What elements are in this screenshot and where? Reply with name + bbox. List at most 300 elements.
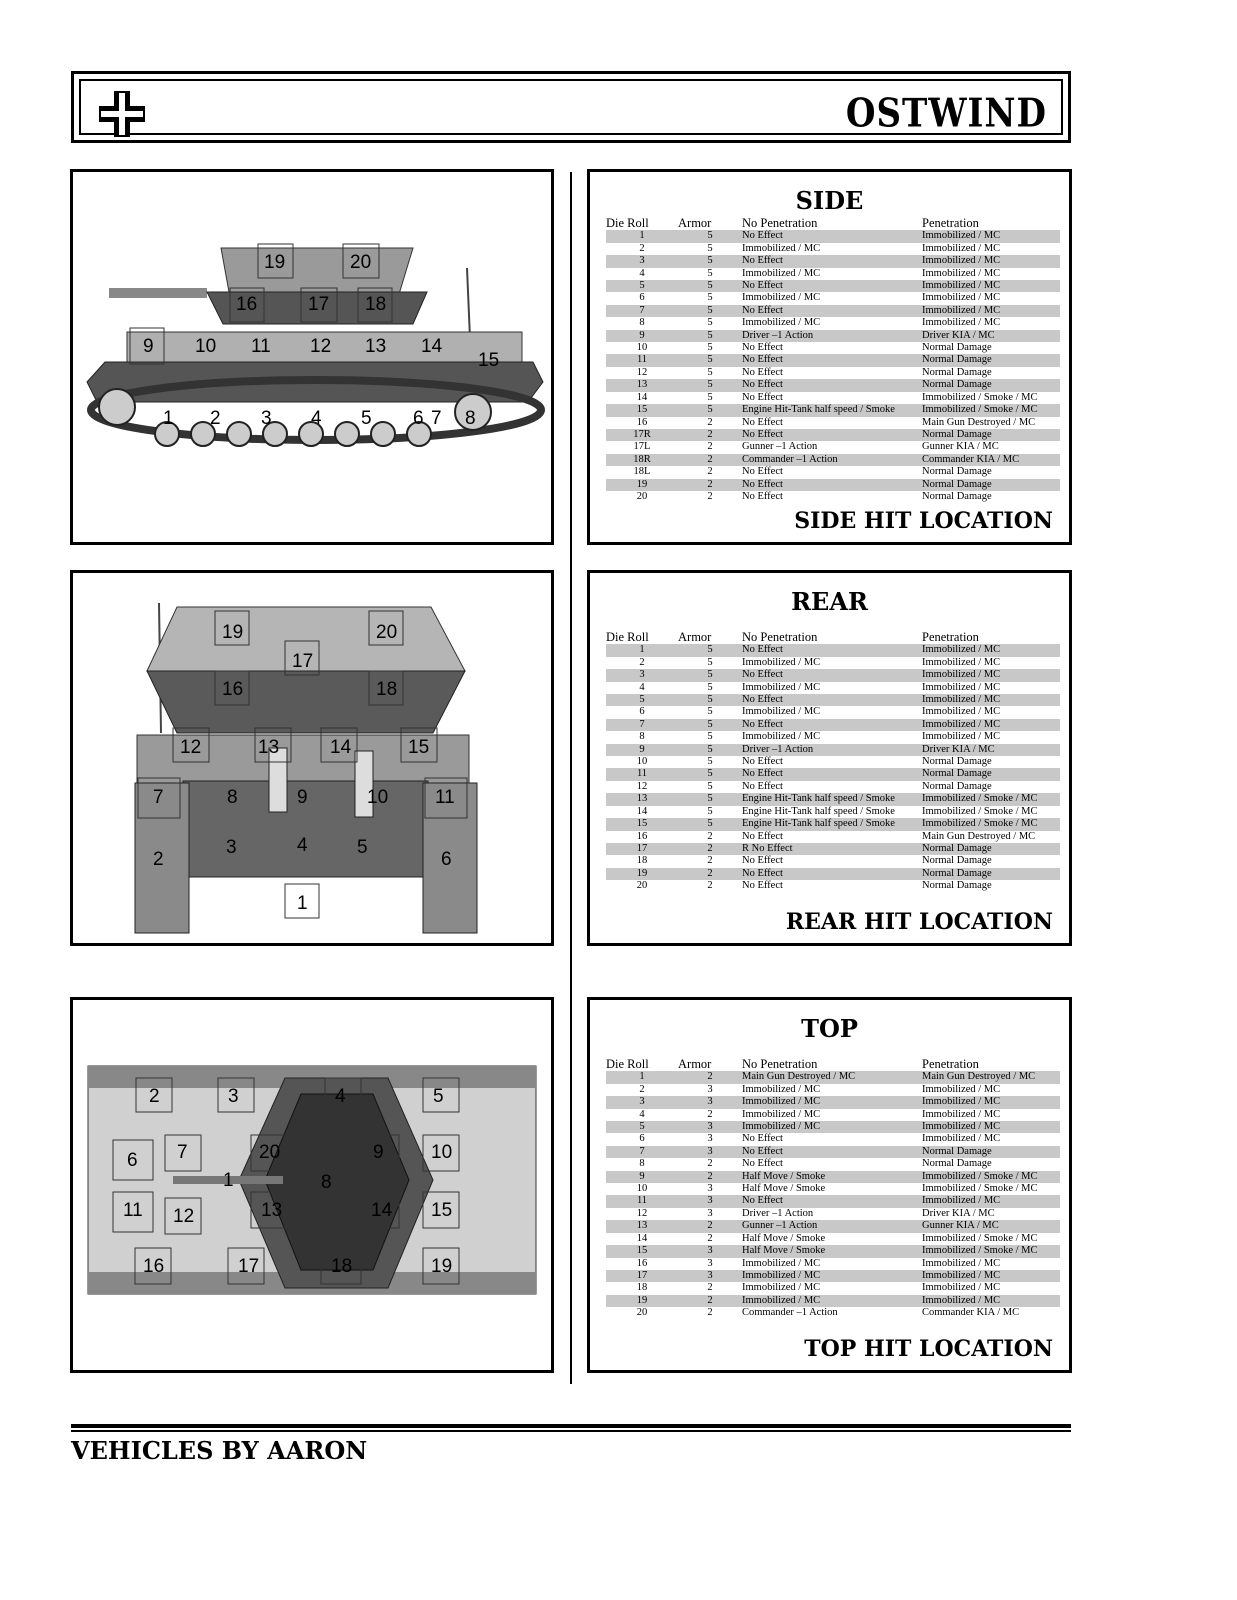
svg-text:1: 1 [297, 893, 308, 914]
side-table-title: SIDE [795, 186, 864, 215]
no-penetration-cell: Main Gun Destroyed / MC [742, 1071, 922, 1083]
penetration-cell: Immobilized / MC [922, 731, 1001, 743]
penetration-cell: Immobilized / Smoke / MC [922, 805, 1038, 817]
no-penetration-cell: Immobilized / MC [742, 1083, 821, 1095]
armor-cell: 3 [707, 1083, 713, 1095]
svg-text:3: 3 [228, 1086, 239, 1107]
table-row [606, 280, 1060, 292]
no-penetration-cell: Immobilized / MC [742, 1282, 821, 1294]
die-roll-cell: 5 [606, 280, 678, 292]
svg-text:18: 18 [376, 679, 398, 700]
penetration-cell: Driver KIA / MC [922, 330, 1060, 342]
table-row [606, 491, 1060, 503]
rear-view-diagram [73, 573, 551, 943]
die-roll-cell: 3 [606, 255, 678, 267]
armor-cell: 2 [707, 1232, 713, 1244]
header-bar [71, 71, 1071, 143]
table-row [606, 781, 1060, 793]
armor-cell: 5 [707, 267, 713, 279]
armor-cell: 5 [678, 644, 742, 656]
die-roll-cell: 7 [606, 305, 678, 317]
no-penetration-cell: Half Move / Smoke [742, 1183, 826, 1195]
vehicle-title: OSTWIND [845, 91, 1047, 137]
table-row [606, 305, 1060, 317]
table-row [606, 756, 1060, 768]
die-roll-cell: 17R [606, 429, 678, 441]
die-roll-cell: 1 [606, 1071, 678, 1083]
no-penetration-cell: Immobilized / MC [742, 267, 821, 279]
col-armor: Armor [678, 1057, 712, 1071]
table-row [606, 880, 1060, 892]
armor-cell: 2 [707, 1282, 713, 1294]
no-penetration-cell: Immobilized / MC [742, 681, 821, 693]
armor-cell: 5 [678, 354, 742, 366]
die-roll-cell: 13 [606, 1220, 678, 1232]
table-row [606, 1121, 1060, 1133]
svg-text:19: 19 [431, 1256, 453, 1277]
table-row [606, 268, 1060, 280]
col-no-penetration: No Penetration [742, 216, 818, 230]
penetration-cell: Main Gun Destroyed / MC [922, 1071, 1060, 1083]
armor-cell: 2 [678, 1295, 742, 1307]
top-diagram-panel [70, 997, 554, 1373]
die-roll-cell: 19 [606, 868, 678, 880]
die-roll-cell: 14 [636, 805, 648, 817]
die-roll-cell: 11 [606, 1195, 678, 1207]
svg-text:20: 20 [259, 1142, 281, 1163]
penetration-cell: Immobilized / MC [922, 1195, 1060, 1207]
table-row [606, 818, 1060, 830]
no-penetration-cell: No Effect [742, 855, 783, 867]
table-row [606, 1158, 1060, 1170]
armor-cell: 2 [678, 479, 742, 491]
svg-text:17: 17 [292, 651, 314, 672]
footer-credit: VEHICLES BY AARON [71, 1436, 368, 1465]
armor-cell: 5 [707, 317, 713, 329]
die-roll-cell: 9 [606, 744, 678, 756]
table-row [606, 657, 1060, 669]
table-row [606, 1307, 1060, 1319]
table-header-row [606, 217, 1060, 230]
armor-cell: 2 [707, 830, 713, 842]
die-roll-cell: 6 [639, 292, 645, 304]
svg-text:1: 1 [223, 1170, 234, 1191]
svg-text:7: 7 [177, 1142, 188, 1163]
col-no-penetration: No Penetration [742, 630, 818, 644]
penetration-cell: Immobilized / MC [922, 317, 1001, 329]
armor-cell: 5 [707, 656, 713, 668]
penetration-cell: Normal Damage [922, 466, 992, 478]
no-penetration-cell: Engine Hit-Tank half speed / Smoke [742, 818, 922, 830]
armor-cell: 2 [678, 1071, 742, 1083]
die-roll-cell: 4 [639, 1108, 645, 1120]
table-row [606, 1258, 1060, 1270]
armor-cell: 5 [678, 230, 742, 242]
svg-text:11: 11 [251, 336, 271, 357]
armor-cell: 2 [678, 1171, 742, 1183]
col-penetration: Penetration [922, 1057, 979, 1071]
svg-text:3: 3 [261, 408, 272, 429]
penetration-cell: Immobilized / MC [922, 681, 1001, 693]
penetration-cell: Driver KIA / MC [922, 744, 1060, 756]
table-row [606, 392, 1060, 404]
armor-cell: 2 [707, 1158, 713, 1170]
no-penetration-cell: Engine Hit-Tank half speed / Smoke [742, 793, 922, 805]
svg-text:8: 8 [321, 1172, 332, 1193]
die-roll-cell: 7 [606, 719, 678, 731]
armor-cell: 3 [678, 1195, 742, 1207]
penetration-cell: Immobilized / MC [922, 719, 1060, 731]
table-row [606, 1220, 1060, 1232]
table-row [606, 441, 1060, 453]
die-roll-cell: 15 [606, 818, 678, 830]
footer-rule-thick [71, 1424, 1071, 1428]
die-roll-cell: 10 [636, 756, 648, 768]
penetration-cell: Immobilized / MC [922, 644, 1060, 656]
col-penetration: Penetration [922, 216, 979, 230]
penetration-cell: Immobilized / MC [922, 1121, 1060, 1133]
penetration-cell: Driver KIA / MC [922, 1207, 995, 1219]
header-inner-frame [79, 79, 1063, 135]
svg-text:6: 6 [413, 408, 424, 429]
svg-text:11: 11 [435, 787, 455, 808]
no-penetration-cell: No Effect [742, 230, 922, 242]
table-row [606, 1270, 1060, 1282]
table-row [606, 429, 1060, 441]
penetration-cell: Immobilized / MC [922, 242, 1001, 254]
no-penetration-cell: No Effect [742, 416, 783, 428]
penetration-cell: Immobilized / Smoke / MC [922, 1245, 1060, 1257]
svg-text:18: 18 [365, 294, 387, 315]
balkenkreuz-icon [97, 89, 147, 139]
no-penetration-cell: Immobilized / MC [742, 1270, 922, 1282]
armor-cell: 2 [707, 1108, 713, 1120]
armor-cell: 3 [678, 1270, 742, 1282]
penetration-cell: Normal Damage [922, 342, 992, 354]
armor-cell: 2 [707, 490, 713, 502]
col-armor: Armor [678, 630, 712, 644]
penetration-cell: Immobilized / MC [922, 267, 1001, 279]
die-roll-cell: 17 [606, 1270, 678, 1282]
svg-text:8: 8 [465, 408, 476, 429]
penetration-cell: Immobilized / MC [922, 292, 1001, 304]
no-penetration-cell: Gunner –1 Action [742, 1220, 922, 1232]
die-roll-cell: 18 [636, 1282, 648, 1294]
armor-cell: 3 [678, 1096, 742, 1108]
svg-text:4: 4 [335, 1086, 346, 1107]
armor-cell: 3 [678, 1121, 742, 1133]
die-roll-cell: 15 [606, 404, 678, 416]
armor-cell: 2 [678, 1220, 742, 1232]
svg-text:2: 2 [153, 849, 164, 870]
armor-cell: 2 [707, 441, 713, 453]
no-penetration-cell: No Effect [742, 669, 922, 681]
penetration-cell: Immobilized / MC [922, 1108, 1001, 1120]
table-row [606, 255, 1060, 267]
rear-diagram-panel [70, 570, 554, 946]
armor-cell: 2 [678, 454, 742, 466]
penetration-cell: Immobilized / MC [922, 694, 1060, 706]
armor-cell: 3 [678, 1146, 742, 1158]
no-penetration-cell: Immobilized / MC [742, 656, 821, 668]
table-row [606, 417, 1060, 429]
penetration-cell: Immobilized / MC [922, 1096, 1060, 1108]
table-row [606, 354, 1060, 366]
armor-cell: 5 [678, 404, 742, 416]
svg-text:16: 16 [143, 1256, 165, 1277]
no-penetration-cell: No Effect [742, 694, 922, 706]
svg-text:19: 19 [264, 252, 286, 273]
armor-cell: 3 [707, 1183, 713, 1195]
die-roll-cell: 18L [633, 466, 651, 478]
no-penetration-cell: Immobilized / MC [742, 1257, 821, 1269]
svg-text:5: 5 [361, 408, 372, 429]
armor-cell: 5 [707, 780, 713, 792]
svg-text:9: 9 [143, 336, 154, 357]
die-roll-cell: 11 [606, 768, 678, 780]
penetration-cell: Immobilized / MC [922, 706, 1001, 718]
table-row [606, 404, 1060, 416]
die-roll-cell: 4 [639, 267, 645, 279]
die-roll-cell: 16 [636, 830, 648, 842]
die-roll-cell: 8 [639, 731, 645, 743]
die-roll-cell: 7 [606, 1146, 678, 1158]
no-penetration-cell: No Effect [742, 756, 783, 768]
die-roll-cell: 2 [639, 656, 645, 668]
col-armor: Armor [678, 216, 712, 230]
die-roll-cell: 17 [606, 843, 678, 855]
table-row [606, 330, 1060, 342]
col-penetration: Penetration [922, 630, 979, 644]
penetration-cell: Normal Damage [922, 479, 1060, 491]
die-roll-cell: 2 [639, 1083, 645, 1095]
svg-text:17: 17 [238, 1256, 260, 1277]
no-penetration-cell: Immobilized / MC [742, 706, 821, 718]
no-penetration-cell: Driver –1 Action [742, 1207, 814, 1219]
armor-cell: 5 [678, 719, 742, 731]
top-hit-table [606, 1058, 1060, 1320]
die-roll-cell: 9 [606, 330, 678, 342]
armor-cell: 5 [678, 818, 742, 830]
table-row [606, 466, 1060, 478]
armor-cell: 5 [707, 391, 713, 403]
no-penetration-cell: Immobilized / MC [742, 1121, 922, 1133]
penetration-cell: Normal Damage [922, 429, 1060, 441]
armor-cell: 2 [678, 429, 742, 441]
no-penetration-cell: Driver –1 Action [742, 744, 922, 756]
top-view-diagram [73, 1000, 551, 1370]
side-hit-table [606, 217, 1060, 503]
armor-cell: 5 [707, 342, 713, 354]
die-roll-cell: 4 [639, 681, 645, 693]
table-row [606, 1146, 1060, 1158]
table-row [606, 243, 1060, 255]
table-row [606, 669, 1060, 681]
penetration-cell: Immobilized / MC [922, 255, 1060, 267]
armor-cell: 2 [707, 466, 713, 478]
no-penetration-cell: No Effect [742, 429, 922, 441]
die-roll-cell: 3 [606, 1096, 678, 1108]
penetration-cell: Immobilized / MC [922, 1133, 1001, 1145]
penetration-cell: Immobilized / Smoke / MC [922, 1232, 1038, 1244]
penetration-cell: Immobilized / MC [922, 1295, 1060, 1307]
no-penetration-cell: No Effect [742, 490, 783, 502]
rear-hit-table [606, 631, 1060, 893]
table-row [606, 855, 1060, 867]
svg-text:16: 16 [236, 294, 258, 315]
penetration-cell: Immobilized / Smoke / MC [922, 1171, 1060, 1183]
die-roll-cell: 16 [636, 1257, 648, 1269]
svg-text:4: 4 [311, 408, 322, 429]
penetration-cell: Immobilized / MC [922, 1083, 1001, 1095]
no-penetration-cell: No Effect [742, 1158, 783, 1170]
die-roll-cell: 14 [636, 1232, 648, 1244]
no-penetration-cell: No Effect [742, 1195, 922, 1207]
rear-table-title: REAR [791, 587, 868, 616]
penetration-cell: Normal Damage [922, 490, 992, 502]
armor-cell: 3 [707, 1257, 713, 1269]
armor-cell: 2 [678, 843, 742, 855]
no-penetration-cell: No Effect [742, 880, 783, 892]
die-roll-cell: 3 [606, 669, 678, 681]
no-penetration-cell: No Effect [742, 391, 783, 403]
die-roll-cell: 12 [636, 780, 648, 792]
table-row [606, 454, 1060, 466]
armor-cell: 5 [678, 305, 742, 317]
table-row [606, 719, 1060, 731]
penetration-cell: Normal Damage [922, 855, 992, 867]
penetration-cell: Immobilized / MC [922, 1257, 1001, 1269]
table-row [606, 1245, 1060, 1257]
table-row [606, 831, 1060, 843]
penetration-cell: Immobilized / Smoke / MC [922, 404, 1060, 416]
table-row [606, 843, 1060, 855]
table-row [606, 1295, 1060, 1307]
no-penetration-cell: Commander –1 Action [742, 1307, 838, 1319]
no-penetration-cell: No Effect [742, 1133, 783, 1145]
penetration-cell: Normal Damage [922, 379, 1060, 391]
die-roll-cell: 9 [606, 1171, 678, 1183]
penetration-cell: Normal Damage [922, 366, 992, 378]
svg-text:15: 15 [408, 737, 430, 758]
no-penetration-cell: No Effect [742, 719, 922, 731]
footer-rule-thin [71, 1430, 1071, 1432]
armor-cell: 5 [678, 744, 742, 756]
no-penetration-cell: No Effect [742, 830, 783, 842]
no-penetration-cell: Gunner –1 Action [742, 441, 818, 453]
no-penetration-cell: No Effect [742, 1146, 922, 1158]
svg-text:20: 20 [376, 622, 398, 643]
svg-text:19: 19 [222, 622, 244, 643]
col-die-roll: Die Roll [606, 630, 649, 644]
table-row [606, 694, 1060, 706]
svg-text:5: 5 [357, 837, 368, 858]
table-row [606, 768, 1060, 780]
penetration-cell: Immobilized / MC [922, 1270, 1060, 1282]
die-roll-cell: 11 [606, 354, 678, 366]
armor-cell: 5 [678, 768, 742, 780]
no-penetration-cell: Immobilized / MC [742, 317, 821, 329]
table-row [606, 1171, 1060, 1183]
svg-text:15: 15 [431, 1200, 453, 1221]
penetration-cell: Normal Damage [922, 1158, 992, 1170]
armor-cell: 5 [707, 731, 713, 743]
svg-text:14: 14 [330, 737, 352, 758]
die-roll-cell: 6 [639, 1133, 645, 1145]
armor-cell: 3 [678, 1245, 742, 1257]
no-penetration-cell: Half Move / Smoke [742, 1232, 826, 1244]
svg-text:13: 13 [365, 336, 387, 357]
no-penetration-cell: R No Effect [742, 843, 922, 855]
svg-text:12: 12 [310, 336, 332, 357]
armor-cell: 5 [678, 280, 742, 292]
penetration-cell: Commander KIA / MC [922, 454, 1060, 466]
table-row [606, 706, 1060, 718]
no-penetration-cell: Immobilized / MC [742, 731, 821, 743]
rear-table-panel [587, 570, 1072, 946]
table-row [606, 1183, 1060, 1195]
penetration-cell: Commander KIA / MC [922, 1307, 1020, 1319]
svg-text:7: 7 [431, 408, 442, 429]
svg-text:9: 9 [297, 787, 308, 808]
armor-cell: 5 [678, 669, 742, 681]
svg-text:1: 1 [163, 408, 174, 429]
penetration-cell: Immobilized / MC [922, 305, 1060, 317]
svg-text:12: 12 [173, 1206, 195, 1227]
armor-cell: 2 [707, 855, 713, 867]
no-penetration-cell: No Effect [742, 255, 922, 267]
table-row [606, 230, 1060, 242]
table-row [606, 342, 1060, 354]
armor-cell: 2 [678, 868, 742, 880]
top-table-title: TOP [801, 1014, 858, 1043]
no-penetration-cell: No Effect [742, 466, 783, 478]
table-row [606, 731, 1060, 743]
penetration-cell: Main Gun Destroyed / MC [922, 830, 1036, 842]
armor-cell: 5 [707, 242, 713, 254]
column-divider [570, 172, 572, 1384]
die-roll-cell: 20 [636, 880, 648, 892]
table-row [606, 1233, 1060, 1245]
no-penetration-cell: No Effect [742, 868, 922, 880]
armor-cell: 5 [707, 756, 713, 768]
no-penetration-cell: No Effect [742, 644, 922, 656]
svg-text:20: 20 [350, 252, 372, 273]
penetration-cell: Normal Damage [922, 756, 992, 768]
no-penetration-cell: Half Move / Smoke [742, 1171, 922, 1183]
no-penetration-cell: Immobilized / MC [742, 1295, 922, 1307]
no-penetration-cell: No Effect [742, 354, 922, 366]
die-roll-cell: 19 [606, 1295, 678, 1307]
penetration-cell: Gunner KIA / MC [922, 1220, 1060, 1232]
armor-cell: 5 [707, 292, 713, 304]
penetration-cell: Immobilized / MC [922, 1282, 1001, 1294]
die-roll-cell: 5 [606, 1121, 678, 1133]
col-no-penetration: No Penetration [742, 1057, 818, 1071]
penetration-cell: Immobilized / MC [922, 656, 1001, 668]
penetration-cell: Main Gun Destroyed / MC [922, 416, 1036, 428]
die-roll-cell: 20 [636, 1307, 648, 1319]
armor-cell: 5 [678, 255, 742, 267]
svg-text:8: 8 [227, 787, 238, 808]
side-table-footer: SIDE HIT LOCATION [794, 508, 1053, 534]
die-roll-cell: 10 [636, 1183, 648, 1195]
svg-text:15: 15 [478, 350, 500, 371]
table-header-row [606, 631, 1060, 644]
table-row [606, 744, 1060, 756]
svg-text:7: 7 [153, 787, 164, 808]
svg-text:10: 10 [367, 787, 389, 808]
